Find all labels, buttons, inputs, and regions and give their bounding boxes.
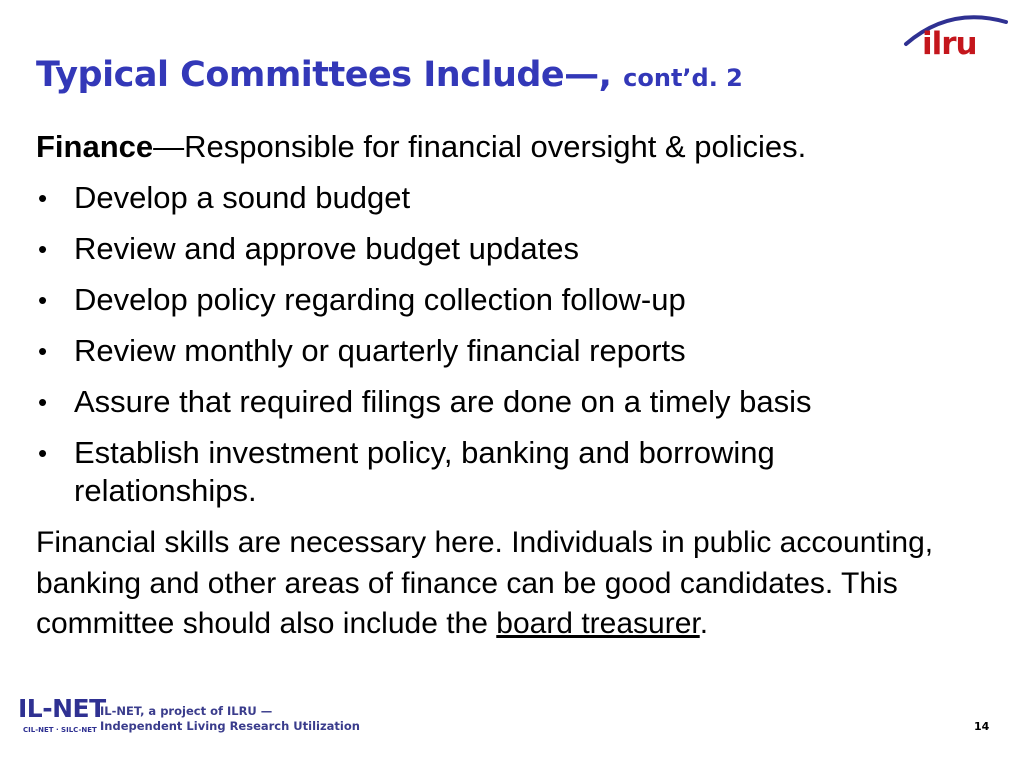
slide-title — [36, 55, 743, 95]
finance-term: Finance — [36, 129, 154, 164]
list-item — [36, 383, 966, 421]
il-net-tagline-1: IL-NET, a project of ILRU — — [100, 704, 273, 718]
slide-body — [36, 128, 966, 675]
bullet-icon: • — [38, 285, 48, 315]
list-item — [36, 230, 966, 268]
il-net-tagline-2: Independent Living Research Utilization — [100, 719, 360, 733]
list-item-text: Review monthly or quarterly financial reports — [74, 333, 686, 368]
bullet-icon: • — [38, 234, 48, 264]
page-number: 14 — [974, 720, 990, 733]
list-item — [36, 179, 966, 217]
title-main: Typical Committees Include—, — [36, 55, 612, 95]
closing-text: Financial skills are necessary here. Individuals in public accounting, banking and other areas of finance can be good candidates. This committee should also include the — [36, 526, 934, 640]
bullet-list — [36, 179, 966, 510]
closing-paragraph — [36, 523, 976, 645]
bullet-icon: • — [38, 438, 48, 468]
list-item-text: Establish investment policy, banking and borrowing relationships. — [74, 435, 775, 508]
ilru-logo-text: ilru — [922, 26, 977, 62]
bullet-icon: • — [38, 387, 48, 417]
closing-end: . — [699, 607, 709, 640]
bullet-icon: • — [38, 183, 48, 213]
list-item-text: Review and approve budget updates — [74, 231, 579, 266]
il-net-brand-sub: CIL-NET · SILC-NET — [23, 726, 97, 734]
finance-description: —Responsible for financial oversight & policies. — [153, 129, 807, 164]
list-item-text: Assure that required filings are done on a timely basis — [74, 384, 812, 419]
board-treasurer-link[interactable]: board treasurer — [496, 607, 700, 640]
list-item-text: Develop a sound budget — [74, 180, 411, 215]
finance-intro — [36, 128, 966, 166]
list-item — [36, 434, 966, 510]
bullet-icon: • — [38, 336, 48, 366]
ilru-logo — [900, 8, 1010, 70]
il-net-brand: IL-NET — [18, 694, 106, 723]
list-item-text: Develop policy regarding collection follow-up — [74, 282, 686, 317]
il-net-logo — [14, 694, 360, 742]
list-item — [36, 332, 966, 370]
title-continued: cont’d. 2 — [623, 64, 743, 92]
list-item — [36, 281, 966, 319]
